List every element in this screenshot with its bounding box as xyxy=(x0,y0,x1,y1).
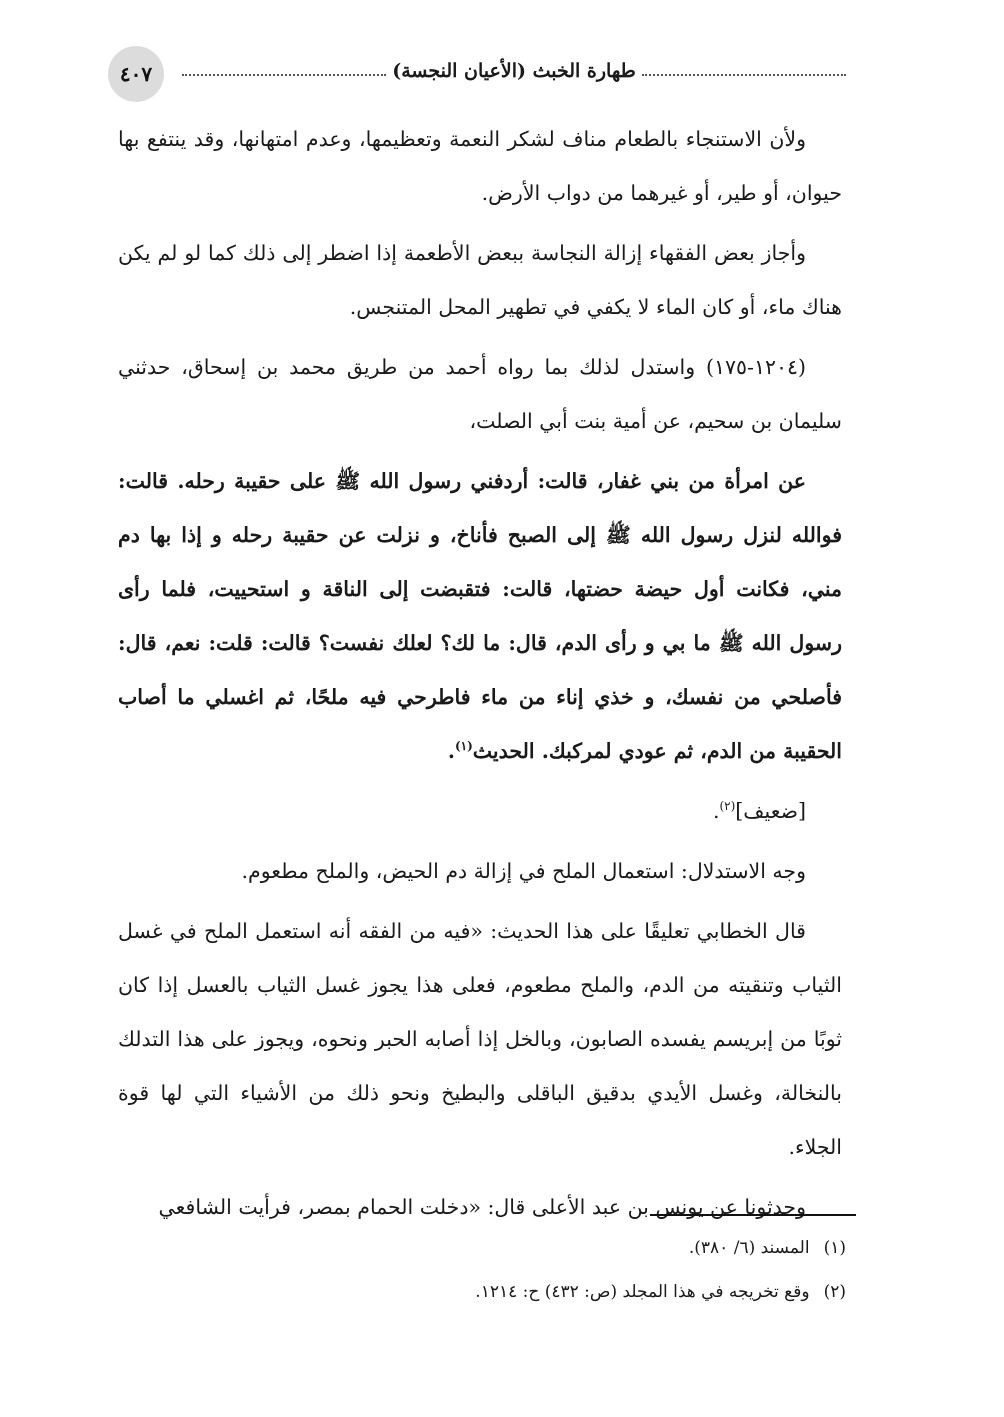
running-header xyxy=(108,46,846,102)
paragraph: وحدثونا عن يونس بن عبد الأعلى قال: «دخلت الحمام بمصر، فرأيت الشافعي xyxy=(158,1195,806,1219)
paragraph: قال الخطابي تعليقًا على هذا الحديث: «فيه من الفقه أنه استعمل الملح في غسل الثياب وتنقيته من الدم، والملح مطعوم، فعلى هذا يجوز غسل الثياب بالعسل إذا كان ثوبًا من إبريسم يفسده الصابون، وبالخل إذا أصابه الحبر ونحوه، ويجوز على هذا التدلك بالنخالة، وغسل الأيدي بدقيق الباقلى والبطيخ ونحو ذلك من الأشياء التي لها قوة الجلاء. xyxy=(118,919,842,1159)
paragraph: وأجاز بعض الفقهاء إزالة النجاسة ببعض الأطعمة إذا اضطر إلى ذلك كما لو لم يكن هناك ماء، أو كان الماء لا يكفي في تطهير المحل المتنجس. xyxy=(118,241,842,319)
footnote-2 xyxy=(118,1270,846,1314)
footnotes xyxy=(118,1226,846,1314)
hadith-text: عن امرأة من بني غفار، قالت: أردفني رسول الله ﷺ على حقيبة رحله. قالت: فوالله لنزل رسول الله ﷺ إلى الصبح فأناخ، و نزلت عن حقيبة رحله و إذا بها دم مني، فكانت أول حيضة حضتها، قالت: فتقبضت إلى الناقة و استحييت، فلما رأى رسول الله ﷺ ما بي و رأى الدم، قال: ما لك؟ لعلك نفست؟ قالت: قلت: نعم، قال: فأصلحي من نفسك، و خذي إناء من ماء فاطرحي فيه ملحًا، ثم اغسلي ما أصاب الحقيبة من الدم، ثم عودي لمركبك. الحديث xyxy=(118,469,842,763)
footnote-marker-2: (٢) xyxy=(719,799,736,814)
paragraph: (١٢٠٤-١٧٥) واستدل لذلك بما رواه أحمد من طريق محمد بن إسحاق، حدثني سليمان بن سحيم، عن أمية بنت أبي الصلت، xyxy=(118,355,842,433)
footnote-text: المسند (٦/ ٣٨٠). xyxy=(688,1238,810,1258)
grading-paragraph xyxy=(118,784,842,838)
leader-dots-left xyxy=(182,74,386,76)
footnote-separator xyxy=(650,1214,856,1216)
footnote-1 xyxy=(118,1226,846,1270)
page-number-badge: ٤٠٧ xyxy=(108,46,164,102)
chapter-title: طهارة الخبث (الأعيان النجسة) xyxy=(392,60,636,82)
footnote-number: (٢) xyxy=(823,1282,846,1302)
header-title-row xyxy=(182,56,846,86)
end-mark: . xyxy=(712,799,720,823)
end-mark: . xyxy=(447,739,455,763)
footnote-number: (١) xyxy=(823,1238,846,1258)
main-text xyxy=(118,112,842,1240)
hadith-paragraph xyxy=(118,454,842,778)
footnote-marker-1: (١) xyxy=(454,739,473,754)
leader-dots-right xyxy=(642,74,846,76)
paragraph: ولأن الاستنجاء بالطعام مناف لشكر النعمة وتعظيمها، وعدم امتهانها، وقد ينتفع بها حيوان، أو طير، أو غيرهما من دواب الأرض. xyxy=(118,127,842,205)
footnote-text: وقع تخريجه في هذا المجلد (ص: ٤٣٢) ح: ١٢١٤. xyxy=(475,1282,810,1302)
paragraph: وجه الاستدلال: استعمال الملح في إزالة دم الحيض، والملح مطعوم. xyxy=(241,859,806,883)
grading-text: [ضعيف] xyxy=(735,799,806,823)
